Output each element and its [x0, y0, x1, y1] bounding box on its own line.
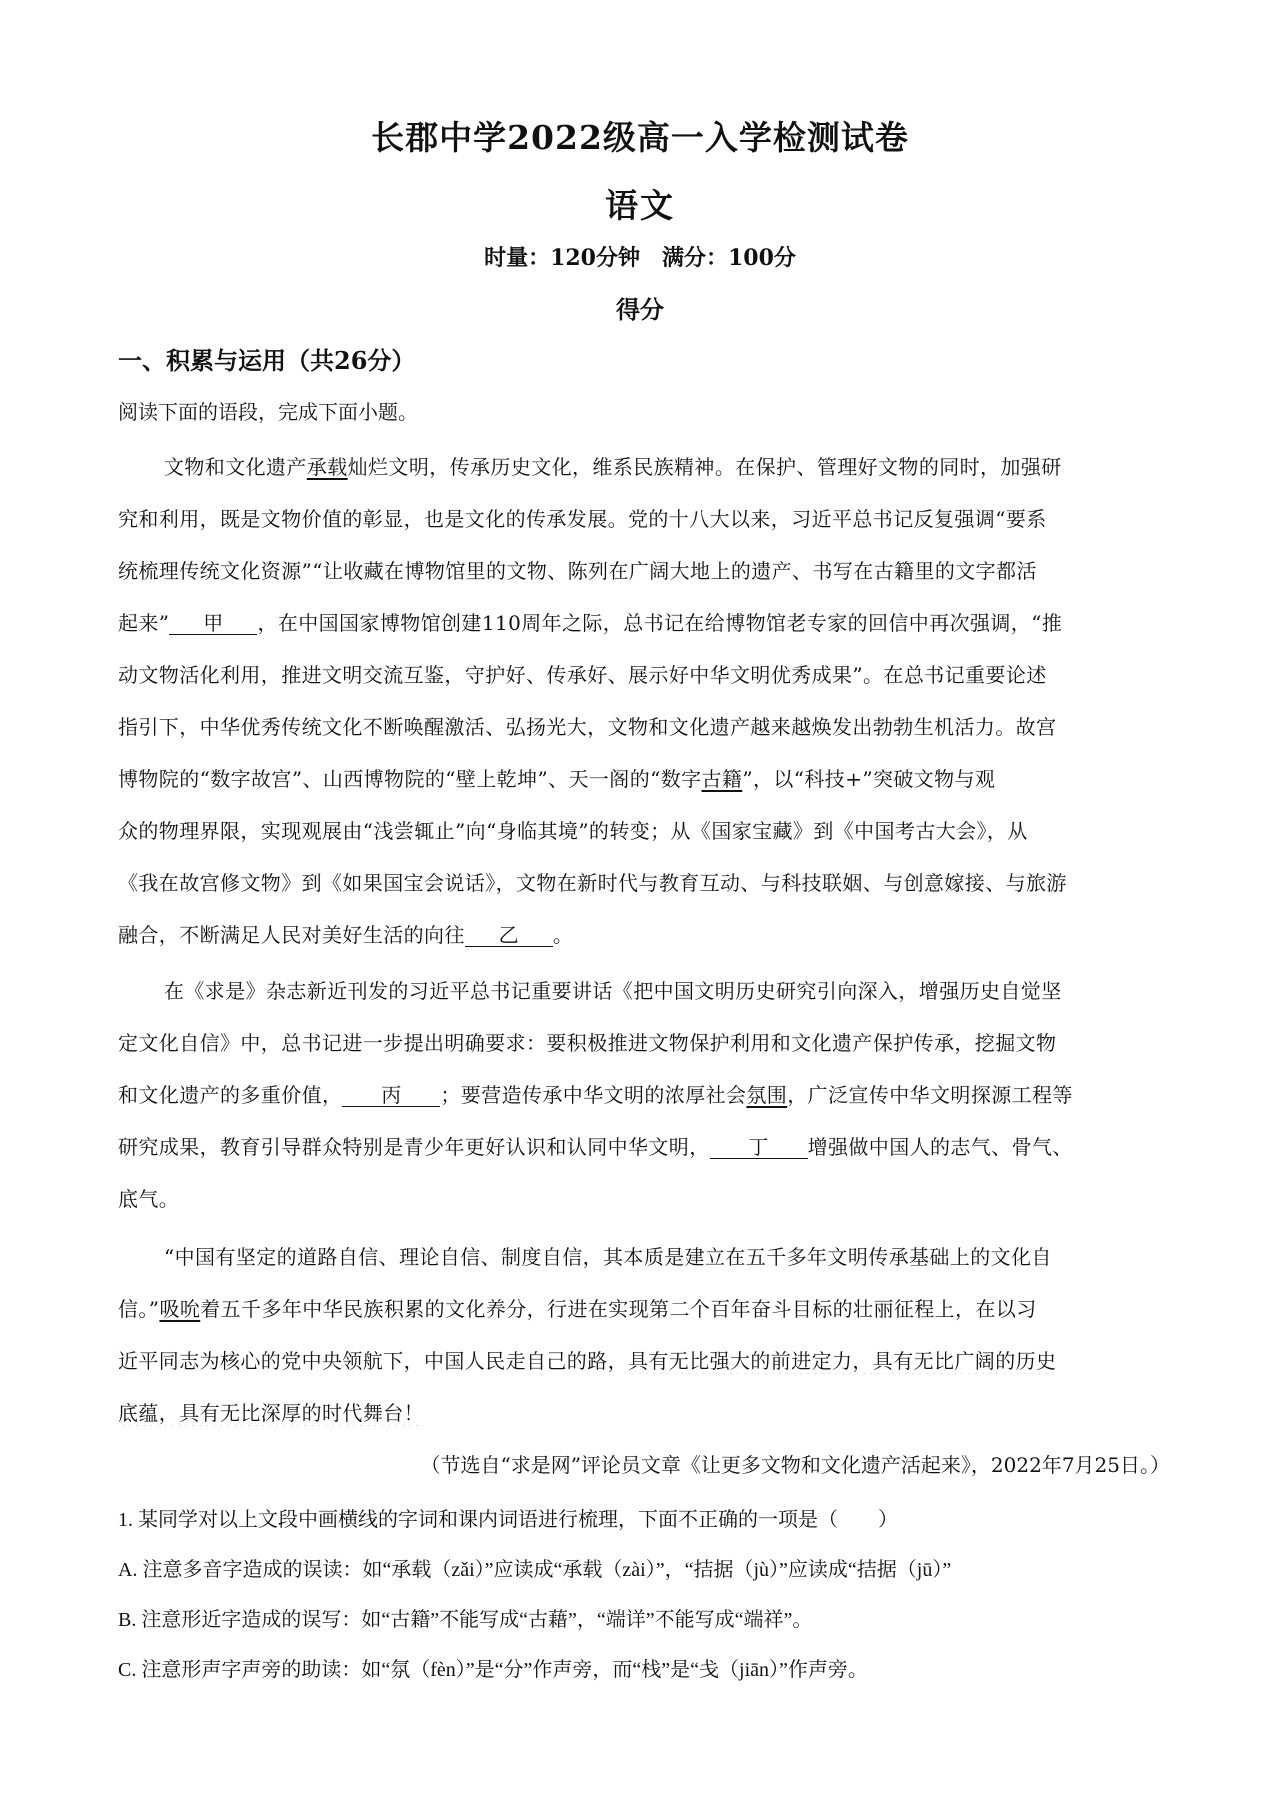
text: ”向“: [455, 819, 497, 843]
underlined-word: 古籍: [701, 767, 743, 791]
dotted-word: 焕: [811, 715, 833, 739]
passage-line: [164, 451, 1170, 480]
text: 信。”: [118, 1297, 160, 1321]
section-heading: 一、积累与运用（共26分）: [118, 346, 416, 375]
underlined-word: 承载: [306, 455, 348, 479]
passage-line: 究和利用，既是文物价值的彰显，也是文化的传承发展。党的十八大以来，习近平总书记反复强调“要系: [118, 507, 1047, 531]
text: 灿烂文明，传承历史文化，维系民族精神。在保护、管理好文物的同时，加强研: [347, 455, 1062, 479]
text: ；要营造传承中华文明的浓厚社会: [440, 1083, 747, 1107]
text: 增强做中国人的志气、骨气、: [807, 1135, 1073, 1159]
text: 着五千多年中华民族积累的文化养分，行进在实现第二个百年奋斗目标的壮丽征程上，在以习: [200, 1297, 1037, 1321]
text: 博物院的“数字故宫”、山西博物院的“壁上乾坤”、天一阁的“数字: [118, 767, 702, 791]
passage-line: [118, 711, 1170, 740]
section-instruction: 阅读下面的语段，完成下面小题。: [118, 400, 418, 424]
passage-line: [118, 1079, 1170, 1108]
passage-line: [118, 1397, 618, 1426]
passage-line: [118, 1293, 1170, 1322]
subject-title: 语文: [605, 186, 675, 225]
passage-source: （节选自“求是网”评论员文章《让更多文物和文化遗产活起来》，2022年7月25日。）: [420, 1453, 1170, 1477]
passage-line: 在《求是》杂志新近刊发的习近平总书记重要讲话《把中国文明历史研究引向深入，增强历史自觉坚: [164, 979, 1062, 1003]
blank-bing: 丙: [342, 1084, 440, 1107]
dotted-word: 联姻: [822, 871, 863, 895]
passage-line: 动文物活化利用，推进文明交流互鉴，守护好、传承好、展示好中华文明优秀成果”。在总书记重要论述: [118, 663, 1047, 687]
wavy-underlined-sentence: 底蕴，具有无比深厚的时代舞台！: [118, 1401, 424, 1425]
blank-ding: 丁: [710, 1136, 808, 1159]
passage-line: [118, 867, 1170, 896]
text: ，广泛宣传中华文明探源工程等: [787, 1083, 1073, 1107]
dotted-word: 身临其境: [496, 819, 579, 843]
passage-line: [118, 1345, 1170, 1374]
text: 和文化遗产的多重价值，: [118, 1083, 343, 1107]
dotted-word: 浅尝辄止: [373, 819, 456, 843]
underlined-word: 氛围: [746, 1083, 788, 1107]
passage-line: [118, 815, 1170, 844]
text: ”的转变；从《国家宝藏》到《中国考古大会》，从: [578, 819, 1028, 843]
passage-line: [118, 607, 1170, 636]
time-score-info: 时量：120分钟 满分：100分: [484, 245, 796, 271]
option-b: B. 注意形近字造成的误写：如“古籍”不能写成“古藉”，“端详”不能写成“端祥”。: [118, 1609, 813, 1631]
passage-line: 底气。: [118, 1187, 180, 1211]
text: 。: [552, 923, 574, 947]
text: 起来”: [118, 611, 170, 635]
text: ”，以“科技+”突破文物与观: [742, 767, 996, 791]
blank-jia: 甲: [169, 612, 257, 635]
text: ，在中国国家博物馆创建110周年之际，总书记在给博物馆老专家的回信中再次强调，“推: [257, 611, 1063, 635]
text: 研究成果，教育引导群众特别是青少年更好认识和认同中华文明，: [118, 1135, 710, 1159]
passage-line: 定文化自信》中，总书记进一步提出明确要求：要积极推进文物保护利用和文化遗产保护传承，挖掘文物: [118, 1031, 1057, 1055]
underlined-word: 吸吮: [159, 1297, 201, 1321]
passage-line: [118, 919, 1170, 948]
exam-title: 长郡中学2022级高一入学检测试卷: [371, 118, 909, 157]
text: 融合，不断满足人民对美好生活的向往: [118, 923, 465, 947]
option-c: C. 注意形声字声旁的助读：如“氛（fèn）”是“分”作声旁，而“栈”是“戋（jiān）”作声旁。: [118, 1659, 868, 1681]
passage-line: [118, 1131, 1170, 1160]
question-stem: 1. 某同学对以上文段中画横线的字词和课内词语进行梳理，下面不正确的一项是（ ）: [118, 1509, 898, 1531]
blank-yi: 乙: [465, 924, 553, 947]
passage-line: [118, 763, 1170, 792]
text: 发出勃勃生机活力。故宫: [832, 715, 1057, 739]
text: 文物和文化遗产: [164, 455, 307, 479]
wavy-underlined-sentence: 具有无比强大的前进定力，具有无比广阔的历史: [628, 1349, 1057, 1373]
text: 《我在故宫修文物》到《如果国宝会说话》，文物在新时代与教育互动、与科技: [118, 871, 822, 895]
text: 指引下，中华优秀传统文化不断唤醒激活、弘扬光大，文物和文化遗产越来越: [118, 715, 812, 739]
score-label: 得分: [616, 295, 664, 324]
passage-line: “中国有坚定的道路自信、理论自信、制度自信，其本质是建立在五千多年文明传承基础上的文化自: [164, 1245, 1052, 1269]
text: 近平同志为核心的党中央领航下，中国人民走自己的路，: [118, 1349, 628, 1373]
text: 众的物理界限，实现观展由“: [118, 819, 374, 843]
option-a: A. 注意多音字造成的误读：如“承载（zǎi）”应读成“承载（zài）”，“拮据（jù）”应读成“拮据（jū）”: [118, 1559, 952, 1581]
text: 、与创意嫁接、与旅游: [862, 871, 1067, 895]
passage-line: 统梳理传统文化资源”“让收藏在博物馆里的文物、陈列在广阔大地上的遗产、书写在古籍里的文字都活: [118, 559, 1037, 583]
